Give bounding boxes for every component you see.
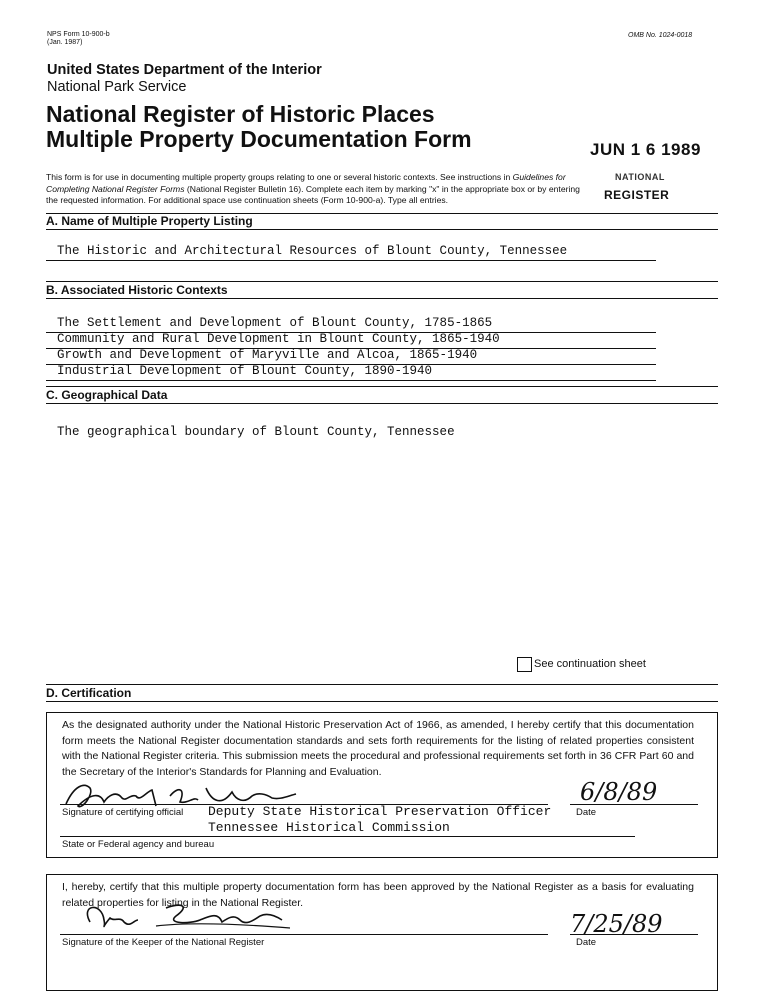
divider-b-top	[46, 281, 718, 282]
form-date: (Jan. 1987)	[47, 39, 83, 46]
signature-label: Signature of certifying official	[62, 807, 184, 818]
date-label: Date	[576, 807, 597, 818]
certified-date: 6/8/89	[580, 778, 658, 806]
section-b-title: B. Associated Historic Contexts	[46, 283, 228, 297]
official-title-line1: Deputy State Historical Preservation Officer	[208, 804, 552, 819]
divider-a-bottom	[46, 229, 718, 230]
received-stamp-national: NATIONAL	[615, 172, 665, 182]
received-stamp-date: JUN 1 6 1989	[590, 140, 701, 159]
certification-statement: As the designated authority under the National Historic Preservation Act of 1966, as amended, I hereby certify that this documentation form meets the National Register documentation standards and sets forth requirements for the listing of related properties consistent with the National Register criteria. This submission meets the procedural and professional requirements set forth in 36 CFR Part 60 and the Secretary of the Interior's Standards for Planning and Evaluation.	[62, 719, 694, 778]
divider-b-bottom	[46, 298, 718, 299]
section-d-title: D. Certification	[46, 686, 132, 700]
form-title-line2: Multiple Property Documentation Form	[46, 126, 472, 152]
continuation-label: See continuation sheet	[534, 658, 646, 670]
agency-line	[60, 836, 635, 837]
property-listing-name: The Historic and Architectural Resources of Blount County, Tennessee	[57, 244, 568, 258]
historic-context-3: Growth and Development of Maryville and Alcoa, 1865-1940	[57, 348, 478, 362]
geographical-data: The geographical boundary of Blount County, Tennessee	[57, 425, 455, 439]
historic-context-4: Industrial Development of Blount County, 1890-1940	[57, 364, 433, 378]
divider-c-top	[46, 386, 718, 387]
agency-label: State or Federal agency and bureau	[62, 839, 215, 850]
section-a-title: A. Name of Multiple Property Listing	[46, 214, 253, 228]
department-name: United States Department of the Interior	[47, 62, 322, 78]
continuation-checkbox[interactable]	[517, 657, 532, 672]
keeper-date-label: Date	[576, 937, 597, 948]
keeper-date: 7/25/89	[570, 910, 663, 938]
divider-d-top	[46, 684, 718, 685]
divider-d-bottom	[46, 701, 718, 702]
omb-number: OMB No. 1024-0018	[628, 32, 693, 39]
historic-context-2: Community and Rural Development in Blount County, 1865-1940	[57, 332, 500, 346]
divider-c-bottom	[46, 403, 718, 404]
service-name: National Park Service	[47, 79, 187, 95]
keeper-date-line	[570, 934, 698, 935]
section-c-title: C. Geographical Data	[46, 388, 168, 402]
keeper-signature-line	[60, 934, 548, 935]
date-line	[570, 804, 698, 805]
keeper-label: Signature of the Keeper of the National Register	[62, 937, 265, 948]
received-stamp-register: REGISTER	[604, 188, 670, 202]
historic-context-1: The Settlement and Development of Blount County, 1785-1865	[57, 316, 493, 330]
form-title-line1: National Register of Historic Places	[46, 101, 435, 127]
instructions-text: This form is for use in documenting multiple property groups relating to one or several historic contexts. See instructions in Guidelines for Completing National Register Forms (National Register Bulletin 16). Complete each item by marking "x" in the appropriate box or by entering the requested information. For additional space use continuation sheets (Form 10-900-a). Type all entries.	[46, 172, 580, 205]
official-title-line2: Tennessee Historical Commission	[208, 820, 450, 835]
keeper-statement: I, hereby, certify that this multiple property documentation form has been approved by the National Register as a basis for evaluating related properties for listing in the National Register.	[62, 881, 694, 909]
keeper-signature	[70, 898, 300, 938]
form-number: NPS Form 10-900-b	[47, 31, 110, 38]
context-underline-4	[46, 380, 656, 381]
section-a-underline	[46, 260, 656, 261]
